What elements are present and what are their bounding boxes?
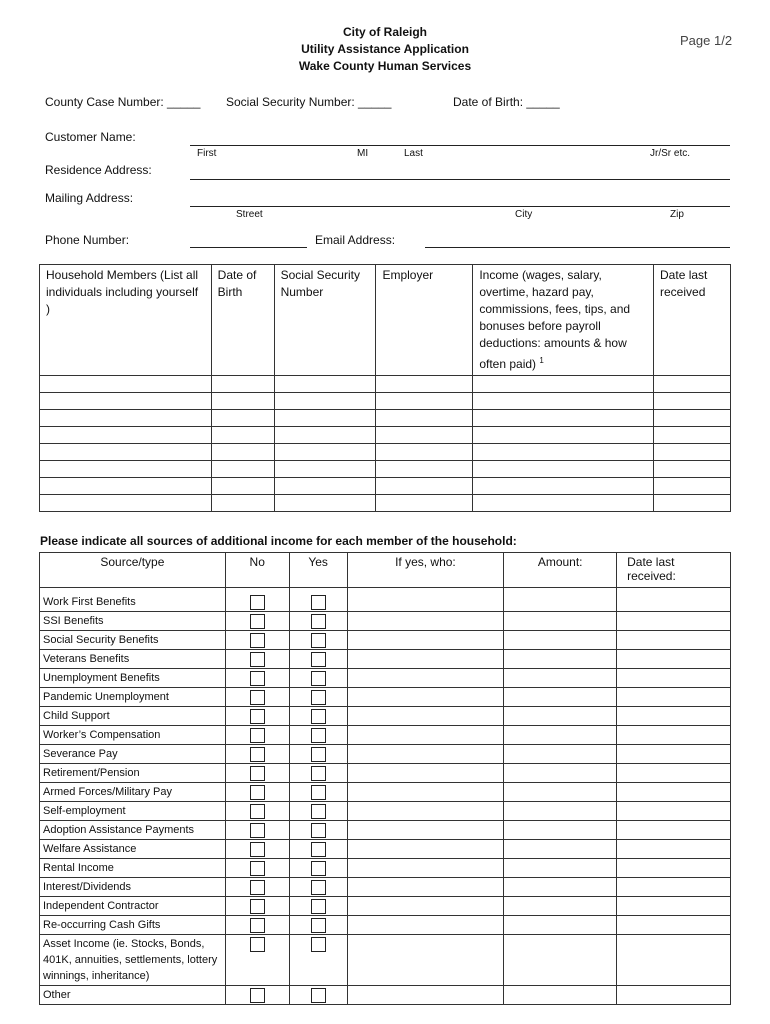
yes-checkbox[interactable] bbox=[311, 880, 326, 895]
amount-cell[interactable] bbox=[504, 821, 617, 840]
yes-cell bbox=[289, 588, 347, 612]
date-received-header: Date last received bbox=[654, 265, 731, 376]
table-cell[interactable] bbox=[40, 444, 212, 461]
no-cell bbox=[225, 588, 289, 612]
agency-title: Wake County Human Services bbox=[298, 59, 472, 73]
table-cell[interactable] bbox=[376, 444, 473, 461]
table-cell[interactable] bbox=[654, 410, 731, 427]
table-cell[interactable] bbox=[473, 410, 654, 427]
first-name-caption: First bbox=[197, 148, 217, 159]
last-name-caption: Last bbox=[404, 148, 423, 159]
income-source-label: Retirement/Pension bbox=[40, 764, 226, 783]
suffix-caption: Jr/Sr etc. bbox=[650, 148, 691, 159]
table-row bbox=[40, 427, 731, 444]
date-cell[interactable] bbox=[617, 669, 731, 688]
date-last-received-header: Date last received: bbox=[617, 553, 731, 588]
table-cell[interactable] bbox=[473, 495, 654, 512]
no-cell bbox=[225, 650, 289, 669]
mi-caption: MI bbox=[357, 148, 369, 159]
table-row bbox=[40, 986, 731, 1005]
table-cell[interactable] bbox=[274, 427, 376, 444]
who-cell[interactable] bbox=[347, 688, 504, 707]
no-checkbox[interactable] bbox=[250, 633, 265, 648]
date-cell[interactable] bbox=[617, 897, 731, 916]
table-cell[interactable] bbox=[274, 444, 376, 461]
income-source-label: Worker’s Compensation bbox=[40, 726, 226, 745]
table-cell[interactable] bbox=[274, 495, 376, 512]
table-cell[interactable] bbox=[376, 393, 473, 410]
table-row bbox=[40, 897, 731, 916]
who-cell[interactable] bbox=[347, 916, 504, 935]
income-source-label: Armed Forces/Military Pay bbox=[40, 783, 226, 802]
table-cell[interactable] bbox=[473, 444, 654, 461]
who-cell[interactable] bbox=[347, 631, 504, 650]
no-cell bbox=[225, 802, 289, 821]
income-source-label: Asset Income (ie. Stocks, Bonds, 401K, annuities, settlements, lottery winnings, inheritance) bbox=[40, 935, 226, 986]
table-cell[interactable] bbox=[40, 410, 212, 427]
no-cell bbox=[225, 631, 289, 650]
income-source-label: SSI Benefits bbox=[40, 612, 226, 631]
income-source-label: Interest/Dividends bbox=[40, 878, 226, 897]
city-title: City of Raleigh bbox=[342, 25, 427, 39]
table-cell[interactable] bbox=[211, 376, 274, 393]
date-cell[interactable] bbox=[617, 859, 731, 878]
no-checkbox[interactable] bbox=[250, 709, 265, 724]
table-cell[interactable] bbox=[211, 478, 274, 495]
amount-cell[interactable] bbox=[504, 707, 617, 726]
who-cell[interactable] bbox=[347, 821, 504, 840]
date-cell[interactable] bbox=[617, 588, 731, 612]
no-checkbox[interactable] bbox=[250, 937, 265, 952]
no-checkbox[interactable] bbox=[250, 918, 265, 933]
yes-checkbox[interactable] bbox=[311, 988, 326, 1003]
table-row bbox=[40, 612, 731, 631]
yes-cell bbox=[289, 986, 347, 1005]
yes-cell bbox=[289, 802, 347, 821]
yes-cell bbox=[289, 726, 347, 745]
phone-label: Phone Number: bbox=[45, 233, 130, 247]
no-cell bbox=[225, 707, 289, 726]
income-source-label: Work First Benefits bbox=[40, 588, 226, 612]
no-checkbox[interactable] bbox=[250, 899, 265, 914]
residence-address-field[interactable] bbox=[190, 179, 730, 180]
table-row bbox=[40, 821, 731, 840]
customer-name-field[interactable] bbox=[190, 145, 730, 146]
income-source-label: Pandemic Unemployment bbox=[40, 688, 226, 707]
source-type-header: Source/type bbox=[40, 553, 226, 588]
no-cell bbox=[225, 745, 289, 764]
yes-cell bbox=[289, 669, 347, 688]
yes-checkbox[interactable] bbox=[311, 899, 326, 914]
table-cell[interactable] bbox=[473, 376, 654, 393]
amount-cell[interactable] bbox=[504, 669, 617, 688]
no-checkbox[interactable] bbox=[250, 988, 265, 1003]
yes-cell bbox=[289, 840, 347, 859]
income-sources-table bbox=[39, 552, 731, 1005]
no-checkbox[interactable] bbox=[250, 880, 265, 895]
amount-cell[interactable] bbox=[504, 802, 617, 821]
email-field[interactable] bbox=[425, 247, 730, 248]
date-cell[interactable] bbox=[617, 935, 731, 986]
table-cell[interactable] bbox=[211, 427, 274, 444]
table-cell[interactable] bbox=[654, 461, 731, 478]
table-row bbox=[40, 393, 731, 410]
amount-cell[interactable] bbox=[504, 745, 617, 764]
no-cell bbox=[225, 764, 289, 783]
table-row bbox=[40, 764, 731, 783]
table-cell[interactable] bbox=[211, 393, 274, 410]
email-label: Email Address: bbox=[315, 233, 396, 247]
yes-cell bbox=[289, 707, 347, 726]
no-checkbox[interactable] bbox=[250, 652, 265, 667]
amount-cell[interactable] bbox=[504, 612, 617, 631]
no-cell bbox=[225, 783, 289, 802]
amount-cell[interactable] bbox=[504, 631, 617, 650]
amount-cell[interactable] bbox=[504, 935, 617, 986]
amount-cell[interactable] bbox=[504, 588, 617, 612]
table-cell[interactable] bbox=[376, 461, 473, 478]
yes-checkbox[interactable] bbox=[311, 804, 326, 819]
income-header bbox=[473, 265, 654, 376]
date-cell[interactable] bbox=[617, 650, 731, 669]
yes-cell bbox=[289, 916, 347, 935]
yes-checkbox[interactable] bbox=[311, 823, 326, 838]
table-cell[interactable] bbox=[654, 376, 731, 393]
no-checkbox[interactable] bbox=[250, 861, 265, 876]
no-cell bbox=[225, 916, 289, 935]
city-caption: City bbox=[515, 209, 533, 220]
yes-checkbox[interactable] bbox=[311, 918, 326, 933]
no-checkbox[interactable] bbox=[250, 614, 265, 629]
table-cell[interactable] bbox=[274, 410, 376, 427]
no-header: No bbox=[225, 553, 289, 588]
no-checkbox[interactable] bbox=[250, 595, 265, 610]
table-cell[interactable] bbox=[376, 427, 473, 444]
who-cell[interactable] bbox=[347, 878, 504, 897]
no-checkbox[interactable] bbox=[250, 785, 265, 800]
table-cell[interactable] bbox=[473, 461, 654, 478]
table-row bbox=[40, 745, 731, 764]
amount-cell[interactable] bbox=[504, 897, 617, 916]
county-case-label[interactable]: County Case Number: _____ bbox=[45, 95, 201, 109]
income-source-label: Adoption Assistance Payments bbox=[40, 821, 226, 840]
table-row bbox=[40, 726, 731, 745]
table-cell[interactable] bbox=[40, 478, 212, 495]
customer-name-label: Customer Name: bbox=[45, 130, 136, 144]
yes-cell bbox=[289, 821, 347, 840]
street-caption: Street bbox=[236, 209, 263, 220]
who-cell[interactable] bbox=[347, 650, 504, 669]
table-cell[interactable] bbox=[40, 495, 212, 512]
table-cell[interactable] bbox=[211, 410, 274, 427]
who-cell[interactable] bbox=[347, 612, 504, 631]
amount-cell[interactable] bbox=[504, 840, 617, 859]
who-cell[interactable] bbox=[347, 707, 504, 726]
table-row bbox=[40, 859, 731, 878]
residence-address-label: Residence Address: bbox=[45, 163, 152, 177]
birthdate-header: Date of Birth bbox=[211, 265, 274, 376]
no-checkbox[interactable] bbox=[250, 747, 265, 762]
yes-cell bbox=[289, 935, 347, 986]
ssn-header: Social Security Number bbox=[274, 265, 376, 376]
no-checkbox[interactable] bbox=[250, 842, 265, 857]
date-cell[interactable] bbox=[617, 783, 731, 802]
table-cell[interactable] bbox=[376, 478, 473, 495]
no-checkbox[interactable] bbox=[250, 671, 265, 686]
income-header-row bbox=[40, 553, 731, 588]
table-row bbox=[40, 461, 731, 478]
yes-cell bbox=[289, 764, 347, 783]
income-source-label: Welfare Assistance bbox=[40, 840, 226, 859]
table-cell[interactable] bbox=[654, 478, 731, 495]
page-number: Page 1/2 bbox=[680, 33, 733, 48]
income-header-text: Income (wages, salary, overtime, hazard pay, commissions, fees, tips, and bonuses before payroll deductions: amounts & how often paid) bbox=[479, 268, 631, 371]
table-cell[interactable] bbox=[376, 376, 473, 393]
table-row bbox=[40, 410, 731, 427]
date-cell[interactable] bbox=[617, 707, 731, 726]
yes-cell bbox=[289, 688, 347, 707]
amount-cell[interactable] bbox=[504, 878, 617, 897]
no-cell bbox=[225, 821, 289, 840]
who-cell[interactable] bbox=[347, 897, 504, 916]
table-row bbox=[40, 444, 731, 461]
amount-cell[interactable] bbox=[504, 764, 617, 783]
yes-checkbox[interactable] bbox=[311, 709, 326, 724]
yes-checkbox[interactable] bbox=[311, 728, 326, 743]
date-cell[interactable] bbox=[617, 986, 731, 1005]
income-source-label: Child Support bbox=[40, 707, 226, 726]
no-checkbox[interactable] bbox=[250, 728, 265, 743]
no-checkbox[interactable] bbox=[250, 690, 265, 705]
yes-checkbox[interactable] bbox=[311, 595, 326, 610]
amount-cell[interactable] bbox=[504, 783, 617, 802]
yes-checkbox[interactable] bbox=[311, 671, 326, 686]
yes-checkbox[interactable] bbox=[311, 785, 326, 800]
table-row bbox=[40, 376, 731, 393]
income-source-label: Severance Pay bbox=[40, 745, 226, 764]
table-cell[interactable] bbox=[211, 495, 274, 512]
table-cell[interactable] bbox=[211, 461, 274, 478]
table-row bbox=[40, 588, 731, 612]
amount-cell[interactable] bbox=[504, 726, 617, 745]
date-cell[interactable] bbox=[617, 612, 731, 631]
table-row bbox=[40, 631, 731, 650]
date-cell[interactable] bbox=[617, 688, 731, 707]
table-row bbox=[40, 916, 731, 935]
table-row bbox=[40, 478, 731, 495]
income-source-label: Self-employment bbox=[40, 802, 226, 821]
no-checkbox[interactable] bbox=[250, 766, 265, 781]
yes-checkbox[interactable] bbox=[311, 614, 326, 629]
table-cell[interactable] bbox=[40, 393, 212, 410]
no-cell bbox=[225, 726, 289, 745]
yes-checkbox[interactable] bbox=[311, 842, 326, 857]
no-cell bbox=[225, 859, 289, 878]
table-cell[interactable] bbox=[274, 461, 376, 478]
mailing-address-label: Mailing Address: bbox=[45, 191, 134, 205]
household-header-row bbox=[40, 265, 731, 376]
table-cell[interactable] bbox=[40, 461, 212, 478]
yes-checkbox[interactable] bbox=[311, 652, 326, 667]
income-section-title: Please indicate all sources of additional income for each member of the household: bbox=[40, 534, 517, 548]
table-row bbox=[40, 840, 731, 859]
table-cell[interactable] bbox=[376, 495, 473, 512]
table-cell[interactable] bbox=[40, 376, 212, 393]
date-cell[interactable] bbox=[617, 916, 731, 935]
who-cell[interactable] bbox=[347, 935, 504, 986]
table-cell[interactable] bbox=[274, 393, 376, 410]
table-cell[interactable] bbox=[274, 478, 376, 495]
no-checkbox[interactable] bbox=[250, 804, 265, 819]
no-cell bbox=[225, 840, 289, 859]
yes-checkbox[interactable] bbox=[311, 747, 326, 762]
date-cell[interactable] bbox=[617, 821, 731, 840]
no-checkbox[interactable] bbox=[250, 823, 265, 838]
income-source-label: Re-occurring Cash Gifts bbox=[40, 916, 226, 935]
yes-checkbox[interactable] bbox=[311, 633, 326, 648]
household-members-header: Household Members (List all individuals including yourself ) bbox=[40, 265, 212, 376]
date-cell[interactable] bbox=[617, 764, 731, 783]
form-title: Utility Assistance Application bbox=[301, 42, 469, 56]
yes-checkbox[interactable] bbox=[311, 861, 326, 876]
dob-label[interactable]: Date of Birth: _____ bbox=[453, 95, 560, 109]
income-source-label: Veterans Benefits bbox=[40, 650, 226, 669]
table-cell[interactable] bbox=[654, 495, 731, 512]
table-row bbox=[40, 878, 731, 897]
date-cell[interactable] bbox=[617, 878, 731, 897]
table-cell[interactable] bbox=[654, 393, 731, 410]
table-cell[interactable] bbox=[654, 427, 731, 444]
yes-cell bbox=[289, 878, 347, 897]
yes-checkbox[interactable] bbox=[311, 937, 326, 952]
table-row bbox=[40, 783, 731, 802]
no-cell bbox=[225, 612, 289, 631]
who-cell[interactable] bbox=[347, 588, 504, 612]
yes-cell bbox=[289, 897, 347, 916]
table-row bbox=[40, 688, 731, 707]
amount-header: Amount: bbox=[504, 553, 617, 588]
table-row bbox=[40, 495, 731, 512]
table-cell[interactable] bbox=[473, 478, 654, 495]
who-cell[interactable] bbox=[347, 802, 504, 821]
income-source-label: Independent Contractor bbox=[40, 897, 226, 916]
amount-cell[interactable] bbox=[504, 916, 617, 935]
zip-caption: Zip bbox=[670, 209, 684, 220]
phone-field[interactable] bbox=[190, 247, 307, 248]
no-cell bbox=[225, 897, 289, 916]
yes-cell bbox=[289, 745, 347, 764]
amount-cell[interactable] bbox=[504, 859, 617, 878]
no-cell bbox=[225, 669, 289, 688]
who-cell[interactable] bbox=[347, 764, 504, 783]
who-cell[interactable] bbox=[347, 783, 504, 802]
no-cell bbox=[225, 878, 289, 897]
ssn-label[interactable]: Social Security Number: _____ bbox=[226, 95, 392, 109]
table-cell[interactable] bbox=[473, 393, 654, 410]
who-cell[interactable] bbox=[347, 859, 504, 878]
who-cell[interactable] bbox=[347, 669, 504, 688]
table-row bbox=[40, 669, 731, 688]
mailing-address-field[interactable] bbox=[190, 206, 730, 207]
date-cell[interactable] bbox=[617, 631, 731, 650]
table-row bbox=[40, 802, 731, 821]
yes-checkbox[interactable] bbox=[311, 766, 326, 781]
table-row bbox=[40, 935, 731, 986]
yes-cell bbox=[289, 650, 347, 669]
no-cell bbox=[225, 688, 289, 707]
income-source-label: Social Security Benefits bbox=[40, 631, 226, 650]
table-cell[interactable] bbox=[211, 444, 274, 461]
who-cell[interactable] bbox=[347, 745, 504, 764]
table-row bbox=[40, 650, 731, 669]
no-cell bbox=[225, 935, 289, 986]
table-cell[interactable] bbox=[473, 427, 654, 444]
if-yes-who-header: If yes, who: bbox=[347, 553, 504, 588]
household-table bbox=[39, 264, 731, 512]
amount-cell[interactable] bbox=[504, 650, 617, 669]
date-cell[interactable] bbox=[617, 745, 731, 764]
date-cell[interactable] bbox=[617, 802, 731, 821]
income-sources-body bbox=[40, 588, 731, 1005]
date-cell[interactable] bbox=[617, 840, 731, 859]
yes-checkbox[interactable] bbox=[311, 690, 326, 705]
who-cell[interactable] bbox=[347, 726, 504, 745]
yes-cell bbox=[289, 859, 347, 878]
table-cell[interactable] bbox=[376, 410, 473, 427]
employer-header: Employer bbox=[376, 265, 473, 376]
yes-cell bbox=[289, 612, 347, 631]
yes-cell bbox=[289, 783, 347, 802]
amount-cell[interactable] bbox=[504, 688, 617, 707]
income-source-label: Rental Income bbox=[40, 859, 226, 878]
who-cell[interactable] bbox=[347, 986, 504, 1005]
table-cell[interactable] bbox=[40, 427, 212, 444]
who-cell[interactable] bbox=[347, 840, 504, 859]
income-source-label: Unemployment Benefits bbox=[40, 669, 226, 688]
income-source-label: Other bbox=[40, 986, 226, 1005]
table-row bbox=[40, 707, 731, 726]
yes-cell bbox=[289, 631, 347, 650]
no-cell bbox=[225, 986, 289, 1005]
table-cell[interactable] bbox=[654, 444, 731, 461]
yes-header: Yes bbox=[289, 553, 347, 588]
footnote-marker: 1 bbox=[539, 356, 544, 365]
table-cell[interactable] bbox=[274, 376, 376, 393]
date-cell[interactable] bbox=[617, 726, 731, 745]
amount-cell[interactable] bbox=[504, 986, 617, 1005]
